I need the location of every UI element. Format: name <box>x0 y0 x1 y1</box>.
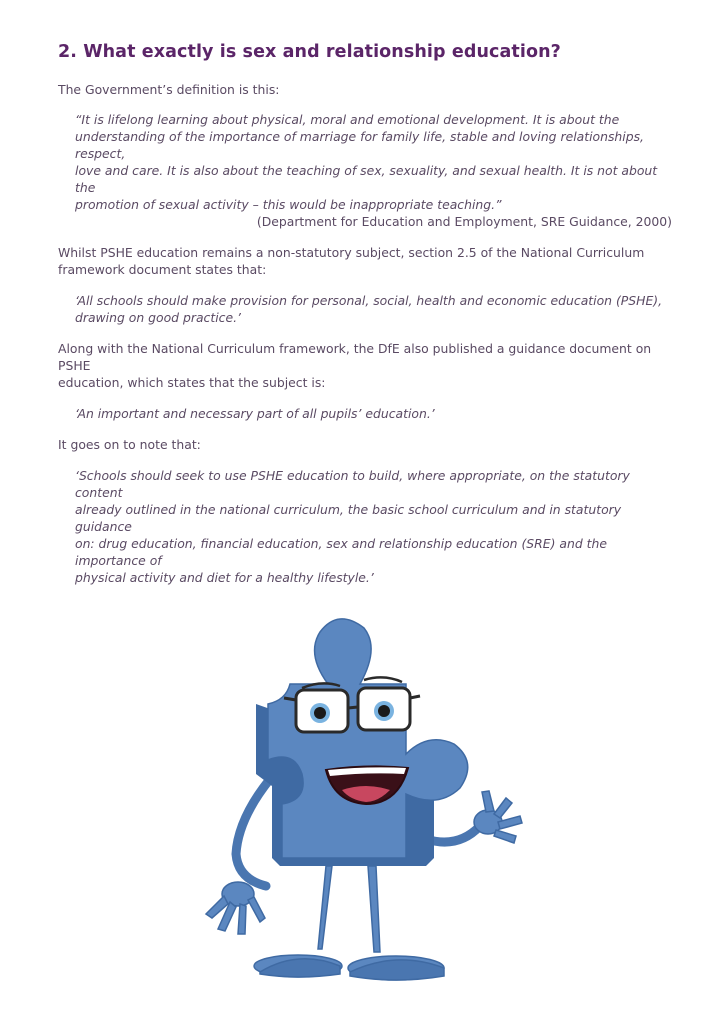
curriculum-quote <box>58 292 678 326</box>
schools-quote <box>58 467 678 586</box>
puzzle-mascot-illustration <box>198 604 528 989</box>
intro-paragraph: The Government’s definition is this: <box>58 82 280 97</box>
paragraph-line: Along with the National Curriculum framework, the DfE also published a guidance document on PSHE <box>58 341 652 373</box>
dfe-paragraph <box>58 340 678 391</box>
quote-line: promotion of sexual activity – this would be inappropriate teaching.” <box>75 197 502 212</box>
mascot-right-arm <box>426 826 480 842</box>
quote-line: understanding of the importance of marriage for family life, stable and loving relationships, respect, <box>75 129 644 161</box>
paragraph-line: Whilst PSHE education remains a non-statutory subject, section 2.5 of the National Curriculum <box>58 245 645 260</box>
paragraph-line: framework document states that: <box>58 262 267 277</box>
quote-line: ‘All schools should make provision for personal, social, health and economic education (PSHE), <box>75 293 663 308</box>
quote-line: love and care. It is also about the teaching of sex, sexuality, and sexual health. It is not about the <box>75 163 658 195</box>
mascot-left-arm <box>236 779 270 886</box>
section-heading: 2. What exactly is sex and relationship education? <box>58 42 561 62</box>
pshe-paragraph <box>58 244 678 278</box>
quote-line: ‘An important and necessary part of all pupils’ education.’ <box>75 406 435 421</box>
government-definition-quote <box>58 111 678 230</box>
quote-line: “It is lifelong learning about physical, moral and emotional development. It is about the <box>75 112 620 127</box>
guidance-quote <box>58 405 678 422</box>
mascot-body <box>268 619 468 858</box>
paragraph-line: education, which states that the subject is: <box>58 375 326 390</box>
document-page <box>58 40 678 586</box>
mascot-legs <box>254 866 444 980</box>
quote-attribution: (Department for Education and Employment, SRE Guidance, 2000) <box>256 214 672 229</box>
quote-line: ‘Schools should seek to use PSHE education to build, where appropriate, on the statutory content <box>75 468 630 500</box>
note-paragraph: It goes on to note that: <box>58 437 201 452</box>
quote-line: drawing on good practice.’ <box>75 310 241 325</box>
quote-line: on: drug education, financial education, sex and relationship education (SRE) and the importance of <box>75 536 607 568</box>
quote-line: physical activity and diet for a healthy lifestyle.’ <box>75 570 374 585</box>
quote-line: already outlined in the national curriculum, the basic school curriculum and in statutory guidance <box>75 502 622 534</box>
mascot-left-hand <box>206 882 265 934</box>
mascot-right-hand <box>474 791 522 843</box>
